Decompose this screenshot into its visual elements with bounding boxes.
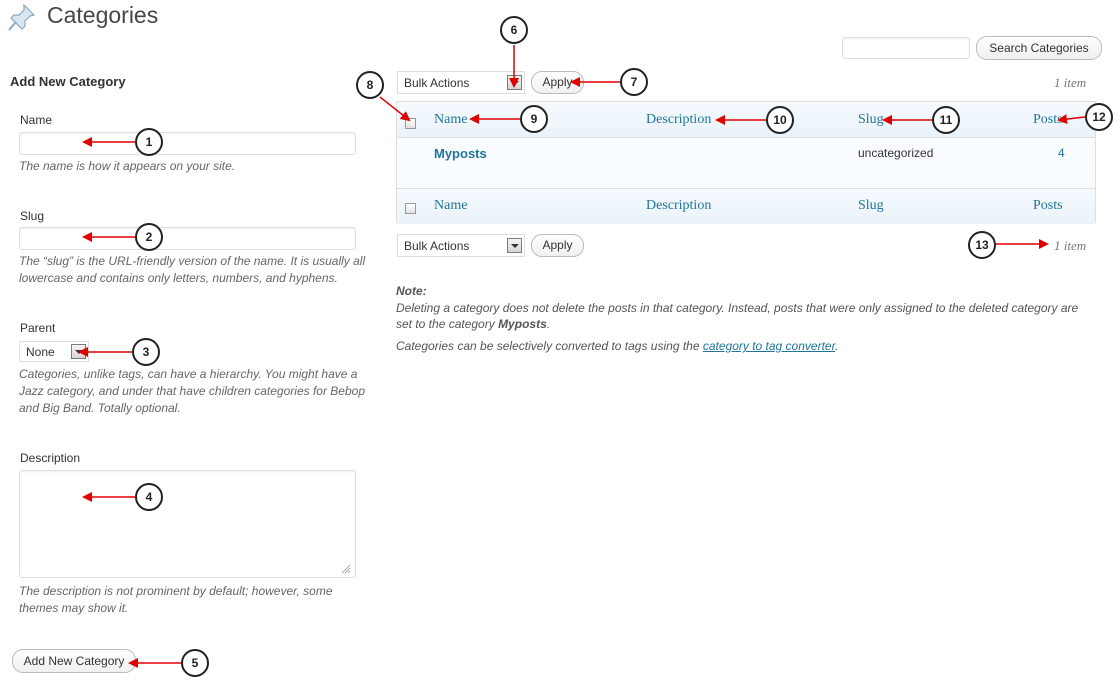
column-header-description[interactable]: Description bbox=[646, 112, 712, 127]
marker-11: 11 bbox=[932, 106, 960, 134]
marker-1: 1 bbox=[135, 128, 163, 156]
name-label: Name bbox=[20, 113, 53, 127]
category-posts-count[interactable]: 4 bbox=[1058, 146, 1065, 160]
add-new-category-heading: Add New Category bbox=[10, 74, 126, 89]
slug-label: Slug bbox=[20, 209, 45, 223]
apply-button-top[interactable]: Apply bbox=[531, 71, 584, 94]
column-header-name[interactable]: Name bbox=[434, 112, 468, 127]
marker-7: 7 bbox=[620, 68, 648, 96]
column-footer-name[interactable]: Name bbox=[434, 198, 468, 213]
column-footer-posts[interactable]: Posts bbox=[1033, 198, 1063, 213]
parent-selected-value: None bbox=[26, 345, 55, 359]
note-line1-text: Deleting a category does not delete the posts in that category. Instead, posts that were only assigned to the deleted category are set to the category bbox=[396, 301, 1079, 331]
arrow-12 bbox=[1059, 117, 1085, 120]
marker-3: 3 bbox=[132, 338, 160, 366]
parent-help-text: Categories, unlike tags, can have a hierarchy. You might have a Jazz category, and under that have children categories for Bebop and Big Band. Totally optional. bbox=[19, 367, 365, 415]
item-count-bottom: 1 item bbox=[1054, 238, 1087, 253]
converter-note-end: . bbox=[835, 339, 839, 353]
slug-help-text: The “slug” is the URL-friendly version of the name. It is usually all lowercase and contains only letters, numbers, and hyphens. bbox=[19, 254, 366, 285]
name-help-text: The name is how it appears on your site. bbox=[19, 159, 236, 173]
search-categories-button[interactable]: Search Categories bbox=[976, 36, 1102, 60]
marker-13: 13 bbox=[968, 231, 996, 259]
category-slug: uncategorized bbox=[858, 146, 934, 160]
note-line1-end: . bbox=[546, 317, 551, 331]
page-title: Categories bbox=[47, 2, 159, 28]
bulk-actions-selected-top: Bulk Actions bbox=[404, 76, 470, 90]
column-header-slug[interactable]: Slug bbox=[858, 112, 884, 127]
note-default-category: Myposts bbox=[498, 317, 547, 331]
column-header-posts[interactable]: Posts bbox=[1033, 112, 1063, 127]
bulk-actions-selected-bottom: Bulk Actions bbox=[404, 239, 470, 253]
marker-9: 9 bbox=[520, 105, 548, 133]
marker-4: 4 bbox=[135, 483, 163, 511]
marker-12: 12 bbox=[1085, 103, 1113, 131]
marker-8: 8 bbox=[356, 71, 384, 99]
description-help-text: The description is not prominent by default; however, some themes may show it. bbox=[19, 584, 333, 615]
note-heading: Note: bbox=[396, 284, 427, 298]
category-to-tag-converter-link[interactable]: category to tag converter bbox=[702, 339, 836, 353]
marker-6: 6 bbox=[500, 16, 528, 44]
marker-2: 2 bbox=[135, 223, 163, 251]
marker-10: 10 bbox=[766, 106, 794, 134]
description-label: Description bbox=[20, 451, 81, 465]
apply-button-bottom[interactable]: Apply bbox=[531, 234, 584, 257]
item-count-top: 1 item bbox=[1054, 75, 1087, 90]
add-new-category-button[interactable]: Add New Category bbox=[12, 649, 136, 673]
arrow-8 bbox=[380, 97, 409, 120]
parent-label: Parent bbox=[20, 321, 56, 335]
column-footer-description[interactable]: Description bbox=[646, 198, 712, 213]
converter-note-text: Categories can be selectively converted to tags using the bbox=[396, 339, 703, 353]
marker-5: 5 bbox=[181, 649, 209, 677]
category-name-link[interactable]: Myposts bbox=[434, 146, 487, 161]
column-footer-slug[interactable]: Slug bbox=[858, 198, 884, 213]
